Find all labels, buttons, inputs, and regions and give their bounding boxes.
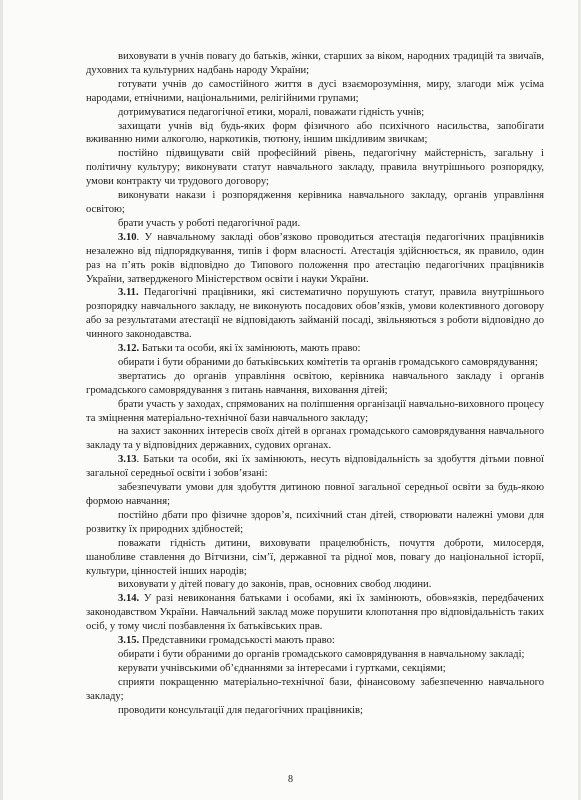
paragraph: забезпечувати умови для здобуття дитиною повної загальної середньої освіти за будь-якою формою навчання; [86,482,544,507]
paragraph: дотримуватися педагогічної етики, моралі, поважати гідність учнів; [118,106,425,118]
section-3-13: 3.13. Батьки та особи, які їх замінюють, несуть відповідальність за здобуття дітьми повної загальної середньої освіти і зобов’язані: [86,454,544,480]
paragraph: сприяти покращенню матеріально-технічної бази, фінансовому забезпеченню навчального закладу; [86,676,544,702]
paragraph: виконувати накази і розпорядження керівника навчального закладу, органів управління освітою; [86,190,544,215]
section-3-12: 3.12. Батьки та особи, які їх замінюють, мають право: [118,343,361,355]
paragraph: постійно підвищувати свій професійний рівень, педагогічну майстерність, загальну і політичну культуру; виконувати статут навчального закладу, правила внутрішнього розпорядку, умови контракту чи трудового договору; [86,148,544,188]
paragraph: керувати учнівськими об’єднаннями за інтересами і гуртками, секціями; [118,662,446,674]
section-3-11: 3.11. Педагогічні працівники, які систематично порушують статут, правила внутрішнього розпорядку навчального закладу, не виконують посадових обов’язків, умови колективного договору або за результатами атестації не відповідають займаній посаді, звільняються з роботи відповідно до чинного законодавства. [86,287,544,341]
paragraph: поважати гідність дитини, виховувати працелюбність, почуття доброти, милосердя, шанобливе ставлення до Вітчизни, сім’ї, державної та рідної мов, повагу до національної історії, культури, цінностей інших народів; [86,537,544,577]
paragraph: обирати і бути обраними до батьківських комітетів та органів громадського самоврядування; [118,356,538,368]
paragraph: готувати учнів до самостійного життя в дусі взаєморозуміння, миру, злагоди між усіма народами, етнічними, національними, релігійними групами; [86,78,544,104]
paragraph: проводити консультації для педагогічних працівників; [118,704,363,716]
section-number: 3.10 [118,231,137,243]
paragraph: звертатись до органів управління освітою, керівника навчального закладу і органів громадського самоврядування з питань навчання, виховання дітей; [86,370,544,396]
paragraph: постійно дбати про фізичне здоров’я, психічний стан дітей, створювати належні умови для розвитку їх природних здібностей; [86,509,544,535]
paragraph: захищати учнів від будь-яких форм фізичного або психічного насильства, запобігати вживанню ними алкоголю, наркотиків, тютюну, іншим шкідливим звичкам; [86,120,544,146]
section-number: 3.14. [118,593,140,605]
paragraph: брати участь у заходах, спрямованих на поліпшення організації навчально-виховного процесу та зміцнення матеріально-технічної бази навчального закладу; [86,398,544,424]
scan-edge [0,0,3,800]
section-3-14: 3.14. У разі невиконання батьками і особами, які їх замінюють, обов»язків, передбачених законодавством України. Навчальний заклад може порушити клопотання про відповідальність таких осіб, у тому числі позбавлення їх батьківських прав. [86,593,544,633]
section-3-15: 3.15. Представники громадськості мають право: [118,635,335,647]
section-number: 3.11. [118,287,139,299]
paragraph: брати участь у роботі педагогічної ради. [118,217,301,229]
paragraph: виховувати в учнів повагу до батьків, жінки, старших за віком, народних традицій та звичаїв, духовних та культурних надбань народу України; [86,51,544,76]
paragraph: на захист законних інтересів своїх дітей в органах громадського самоврядування навчального закладу та у відповідних державних, судових органах. [86,426,544,452]
paragraph: обирати і бути обраними до органів громадського самоврядування в навчальному закладі; [118,648,525,660]
paragraph: виховувати у дітей повагу до законів, прав, основних свобод людини. [118,579,432,591]
section-number: 3.15. [118,635,140,647]
section-number: 3.13 [118,454,137,466]
document-body [86,50,544,718]
section-number: 3.12. [118,343,140,355]
section-3-10: 3.10. У навчальному закладі обов’язково проводиться атестація педагогічних працівників незалежно від підпорядкування, типів і форм власності. Атестація здійснюється, як правило, один раз на п’ять років відповідно до Типового положення про атестацію педагогічних працівників України, затвердженого Міністерством освіти і науки України. [86,231,544,285]
page-number: 8 [288,774,293,785]
